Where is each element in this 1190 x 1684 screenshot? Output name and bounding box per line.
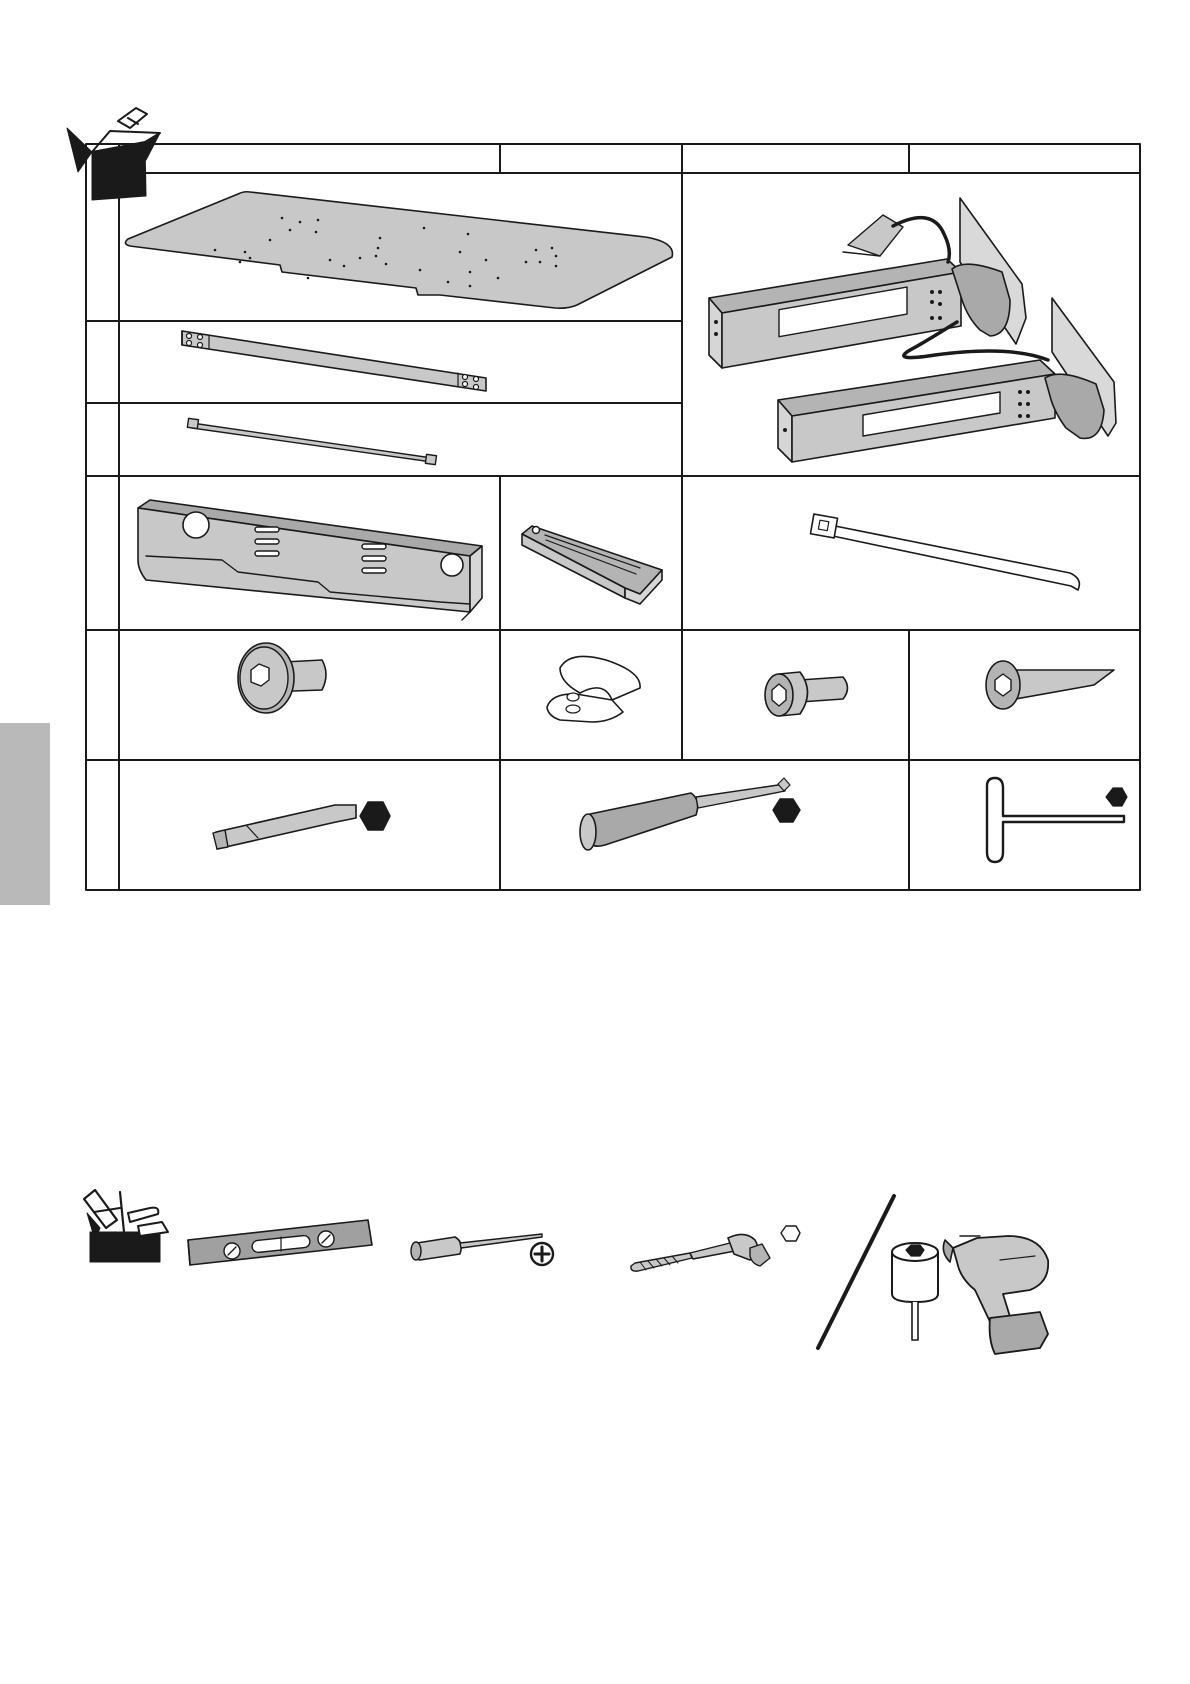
cable-tray-part (138, 500, 482, 620)
package-box-icon (67, 108, 160, 200)
cordless-drill-tool (943, 1236, 1048, 1354)
hex-screwdriver-part (580, 778, 800, 850)
desk-panel-part (125, 192, 672, 308)
hex-bit-part (213, 802, 390, 849)
crossbar-bracket-part (182, 331, 486, 391)
connecting-rod-part (187, 418, 436, 464)
phillips-screwdriver-tool (411, 1234, 553, 1265)
wood-screw-part (986, 661, 1114, 709)
allen-key-part (987, 778, 1127, 862)
lifting-legs-part (709, 198, 1116, 462)
foot-pad-part (522, 526, 662, 604)
cable-clamp-part (547, 656, 640, 722)
flange-bolt-part (238, 643, 326, 713)
cable-tie-part (810, 514, 1079, 590)
ratchet-wrench-tool (631, 1226, 800, 1271)
socket-cap-screw-part (765, 672, 848, 716)
optional-tools-divider (818, 1196, 894, 1348)
spirit-level-tool (188, 1220, 372, 1265)
drill-socket-tool (892, 1243, 938, 1340)
toolbox-icon (84, 1190, 168, 1262)
